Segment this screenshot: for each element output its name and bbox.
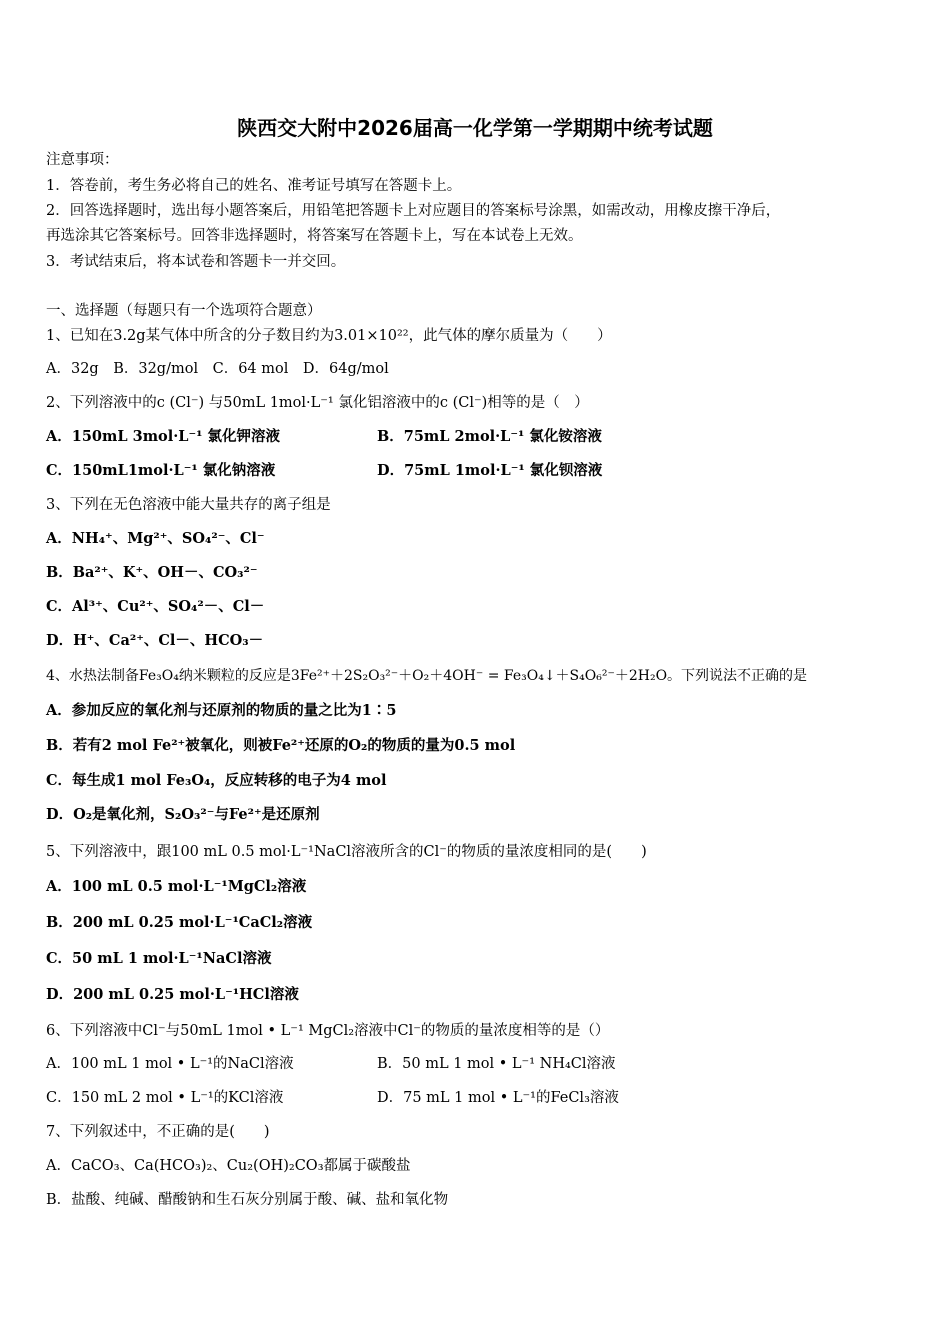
question-5-option-b: B．200 mL 0.25 mol·L⁻¹CaCl₂溶液 [46, 914, 313, 931]
note-item: 1．答卷前，考生务必将自己的姓名、准考证号填写在答题卡上。 [46, 178, 462, 194]
question-4-option-a: A．参加反应的氧化剂与还原剂的物质的量之比为1∶5 [46, 702, 397, 719]
question-3-option-c: C．Al³⁺、Cu²⁺、SO₄²－、Cl－ [46, 598, 265, 615]
question-5-option-a: A．100 mL 0.5 mol·L⁻¹MgCl₂溶液 [46, 878, 307, 895]
question-6-stem: 6、下列溶液中Cl⁻与50mL 1mol • L⁻¹ MgCl₂溶液中Cl⁻的物质的量浓度相等的是（） [46, 1023, 610, 1039]
question-4-option-d: D．O₂是氧化剂，S₂O₃²⁻与Fe²⁺是还原剂 [46, 806, 320, 823]
question-4-stem: 4、水热法制备Fe₃O₄纳米颗粒的反应是3Fe²⁺＋2S₂O₃²⁻＋O₂＋4OH⁻ = Fe₃O₄↓＋S₄O₆²⁻＋2H₂O。下列说法不正确的是 [46, 668, 808, 684]
question-5-option-d: D．200 mL 0.25 mol·L⁻¹HCl溶液 [46, 986, 299, 1003]
question-6-option-d: D．75 mL 1 mol • L⁻¹的FeCl₃溶液 [377, 1090, 619, 1106]
question-6-option-c: C．150 mL 2 mol • L⁻¹的KCl溶液 [46, 1090, 284, 1106]
question-3-option-b: B．Ba²⁺、K⁺、OH－、CO₃²⁻ [46, 564, 258, 581]
question-1-options: A．32g B．32g/mol C．64 mol D．64g/mol [46, 361, 389, 377]
question-7-option-a: A．CaCO₃、Ca(HCO₃)₂、Cu₂(OH)₂CO₃都属于碳酸盐 [46, 1158, 411, 1174]
question-3-option-a: A．NH₄⁺、Mg²⁺、SO₄²⁻、Cl⁻ [46, 530, 265, 547]
note-item: 3．考试结束后，将本试卷和答题卡一并交回。 [46, 254, 346, 270]
question-6-option-a: A．100 mL 1 mol • L⁻¹的NaCl溶液 [46, 1056, 294, 1072]
page-title: 陕西交大附中2026届高一化学第一学期期中统考试题 [237, 116, 713, 140]
question-1-stem: 1、已知在3.2g某气体中所含的分子数目约为3.01×10²²，此气体的摩尔质量为（ ） [46, 328, 612, 344]
question-2-option-a: A．150mL 3mol·L⁻¹ 氯化钾溶液 [46, 428, 281, 445]
question-5-stem: 5、下列溶液中，跟100 mL 0.5 mol·L⁻¹NaCl溶液所含的Cl⁻的物质的量浓度相同的是( ) [46, 844, 647, 860]
question-4-option-b: B．若有2 mol Fe²⁺被氧化，则被Fe²⁺还原的O₂的物质的量为0.5 mol [46, 737, 516, 754]
question-5-option-c: C．50 mL 1 mol·L⁻¹NaCl溶液 [46, 950, 272, 967]
question-7-option-b: B．盐酸、纯碱、醋酸钠和生石灰分别属于酸、碱、盐和氧化物 [46, 1192, 449, 1208]
question-2-option-c: C．150mL1mol·L⁻¹ 氯化钠溶液 [46, 462, 276, 479]
note-item: 再选涂其它答案标号。回答非选择题时，将答案写在答题卡上，写在本试卷上无效。 [46, 228, 583, 244]
question-4-option-c: C．每生成1 mol Fe₃O₄，反应转移的电子为4 mol [46, 772, 387, 789]
question-2-stem: 2、下列溶液中的c (Cl⁻) 与50mL 1mol·L⁻¹ 氯化铝溶液中的c (Cl⁻)相等的是（ ） [46, 395, 589, 411]
question-6-option-b: B．50 mL 1 mol • L⁻¹ NH₄Cl溶液 [377, 1056, 616, 1072]
notes-heading: 注意事项： [46, 152, 119, 168]
section-heading: 一、选择题（每题只有一个选项符合题意） [46, 303, 322, 319]
question-3-stem: 3、下列在无色溶液中能大量共存的离子组是 [46, 497, 331, 513]
question-2-option-b: B．75mL 2mol·L⁻¹ 氯化铵溶液 [377, 428, 602, 445]
question-2-option-d: D．75mL 1mol·L⁻¹ 氯化钡溶液 [377, 462, 603, 479]
question-3-option-d: D．H⁺、Ca²⁺、Cl－、HCO₃－ [46, 632, 264, 649]
question-7-stem: 7、下列叙述中，不正确的是( ) [46, 1124, 270, 1140]
note-item: 2．回答选择题时，选出每小题答案后，用铅笔把答题卡上对应题目的答案标号涂黑，如需改动，用橡皮擦干净后， [46, 203, 781, 219]
